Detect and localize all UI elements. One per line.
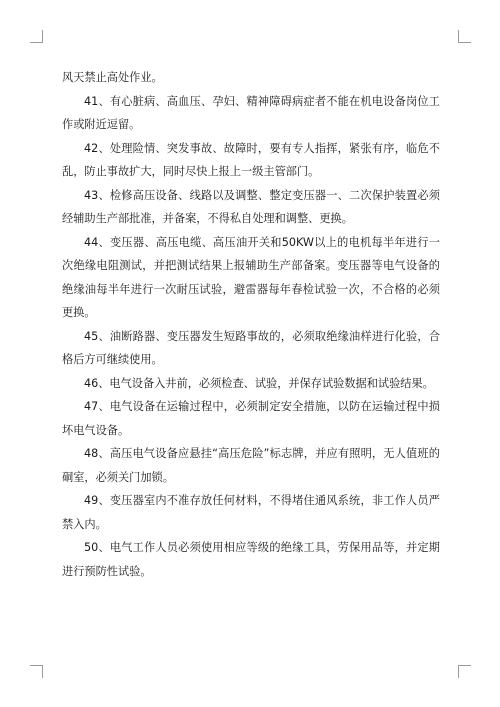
- crop-mark-top-left: [30, 30, 43, 43]
- paragraph-45: 45、油断路器、变压器发生短路事故的，必须取绝缘油样进行化验，合格后方可继续使用。: [62, 329, 440, 366]
- paragraph-44: 44、变压器、高压电缆、高压油开关和50KW以上的电机每半年进行一次绝缘电阻测试，并把测试结果上报辅助生产部备案。变压器等电气设备的绝缘油每半年进行一次耐压试验，避雷器每年春检试验一次，不合格的必须更换。: [62, 235, 440, 319]
- paragraph-50: 50、电气工作人员必须使用相应等级的绝缘工具，劳保用品等，并定期进行预防性试验。: [62, 541, 440, 578]
- paragraph-48: 48、高压电气设备应悬挂“高压危险”标志牌，并应有照明，无人值班的硐室，必须关门加锁。: [62, 447, 440, 484]
- paragraph-41: 41、有心脏病、高血压、孕妇、精神障碍病症者不能在机电设备岗位工作或附近逗留。: [62, 94, 440, 131]
- paragraph-43: 43、检修高压设备、线路以及调整、整定变压器一、二次保护装置必须经辅助生产部批准，并备案，不得私自处理和调整、更换。: [62, 188, 440, 225]
- paragraph-40-continued: 风天禁止高处作业。: [62, 71, 163, 84]
- paragraph-49: 49、变压器室内不准存放任何材料，不得堵住通风系统，非工作人员严禁入内。: [62, 494, 440, 531]
- paragraph-47: 47、电气设备在运输过程中，必须制定安全措施，以防在运输过程中损坏电气设备。: [62, 400, 440, 437]
- paragraph-42: 42、处理险情、突发事故、故障时，要有专人指挥，紧张有序，临危不乱，防止事故扩大，同时尽快上报上一级主管部门。: [62, 141, 440, 178]
- paragraph-46: 46、电气设备入井前，必须检查、试验，并保存试验数据和试验结果。: [84, 376, 434, 390]
- document-body: [62, 66, 440, 583]
- crop-mark-top-right: [458, 30, 471, 43]
- crop-mark-bottom-right: [458, 665, 471, 678]
- crop-mark-bottom-left: [30, 665, 43, 678]
